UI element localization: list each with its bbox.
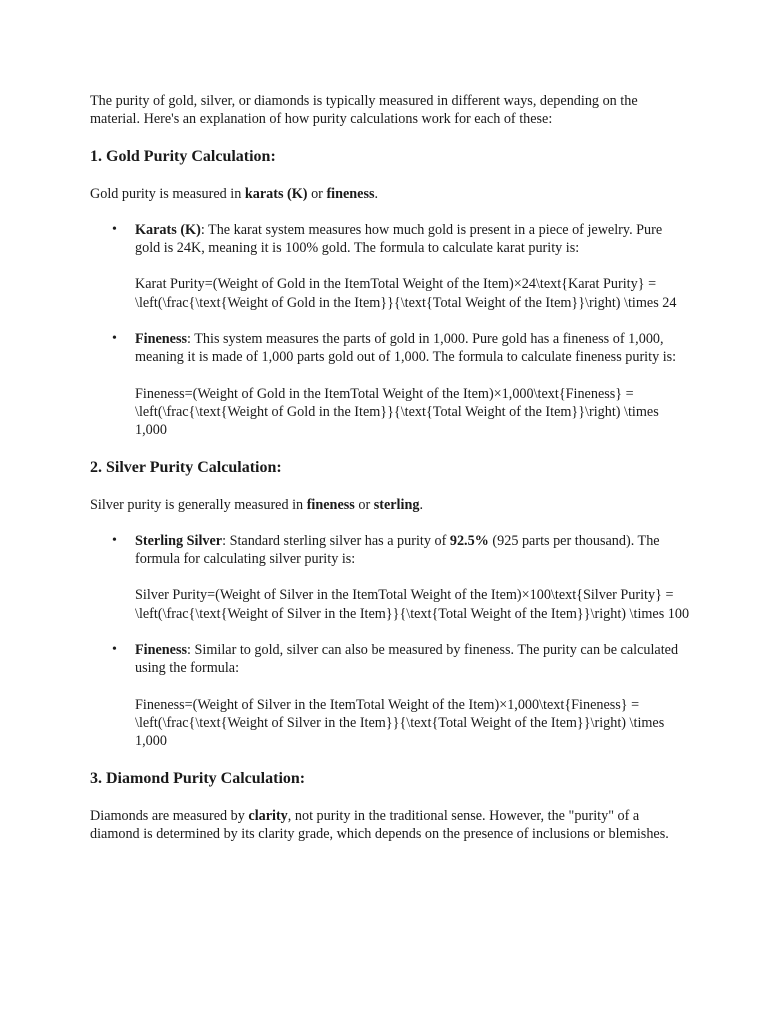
list-item-text [135, 330, 690, 367]
list-item-description-end: (925 parts per thousand). The formula for calculating silver purity is: [135, 532, 660, 568]
formula: Fineness=(Weight of Silver in the ItemTotal Weight of the Item)×1,000\text{Fineness} = \left(\frac{\text{Weight of Silver in the Item}}{\text{Total Weight of the Item}}\right) \times 1,000 [135, 696, 665, 750]
silver-section [90, 458, 690, 751]
silver-heading: 2. Silver Purity Calculation: [90, 458, 282, 476]
list-item [90, 330, 690, 439]
gold-lead-term-fineness: fineness [326, 185, 375, 202]
gold-lead-or: or [307, 185, 327, 202]
diamond-section [90, 769, 690, 844]
list-item-term: Fineness [135, 331, 188, 348]
list-item-description: : Standard sterling silver has a purity of [222, 532, 450, 549]
gold-lead [90, 185, 690, 203]
list-item-emphasis: 92.5% [449, 532, 489, 549]
list-item-term: Karats (K) [135, 221, 201, 238]
formula: Silver Purity=(Weight of Silver in the ItemTotal Weight of the Item)×100\text{Silver Purity} = \left(\frac{\text{Weight of Silver in the Item}}{\text{Total Weight of the Item}}\right) \times 100 [135, 587, 690, 622]
bullet-icon: • [112, 642, 117, 658]
diamond-lead-term-clarity: clarity [248, 807, 288, 824]
bullet-icon: • [112, 331, 117, 347]
list-item-term: Sterling Silver [135, 532, 223, 549]
silver-lead-text: Silver purity is generally measured in [90, 496, 307, 513]
gold-list [90, 221, 690, 440]
gold-lead-end: . [374, 185, 379, 202]
diamond-lead [90, 807, 690, 844]
diamond-lead-end: , not purity in the traditional sense. However, the "purity" of a diamond is determined by its clarity grade, which depends on the presence of inclusions or blemishes. [90, 807, 669, 842]
bullet-icon: • [112, 532, 117, 548]
formula: Karat Purity=(Weight of Gold in the ItemTotal Weight of the Item)×24\text{Karat Purity} = \left(\frac{\text{Weight of Gold in the Item}}{\text{Total Weight of the Item}}\right) \times 24 [135, 276, 677, 311]
gold-section [90, 147, 690, 440]
silver-lead [90, 496, 690, 514]
diamond-lead-text: Diamonds are measured by [90, 807, 249, 824]
list-item-text [135, 641, 690, 678]
list-item-term: Fineness [135, 642, 188, 659]
diamond-heading: 3. Diamond Purity Calculation: [90, 769, 306, 787]
list-item-description: : This system measures the parts of gold in 1,000. Pure gold has a fineness of 1,000, meaning it is made of 1,000 parts gold out of 1,000. The formula to calculate fineness purity is: [135, 331, 677, 366]
gold-heading: 1. Gold Purity Calculation: [90, 147, 276, 165]
list-item-description: : Similar to gold, silver can also be measured by fineness. The purity can be calculated using the formula: [135, 642, 679, 677]
gold-lead-term-karats: karats (K) [244, 185, 308, 202]
list-item-text [135, 532, 690, 569]
silver-list [90, 532, 690, 751]
list-item [90, 532, 690, 623]
silver-lead-term-fineness: fineness [306, 496, 355, 513]
list-item-text [135, 221, 690, 258]
silver-lead-end: . [419, 496, 423, 513]
bullet-icon: • [112, 221, 117, 237]
document-page [90, 92, 690, 861]
gold-lead-text: Gold purity is measured in [90, 185, 245, 202]
silver-lead-or: or [354, 496, 374, 513]
list-item [90, 221, 690, 312]
list-item [90, 641, 690, 750]
intro-paragraph: The purity of gold, silver, or diamonds is typically measured in different ways, depending on the material. Here's an explanation of how purity calculations work for each of these: [90, 93, 638, 128]
list-item-description: : The karat system measures how much gold is present in a piece of jewelry. Pure gold is 24K, meaning it is 100% gold. The formula to calculate karat purity is: [135, 221, 663, 257]
formula: Fineness=(Weight of Gold in the ItemTotal Weight of the Item)×1,000\text{Fineness} = \left(\frac{\text{Weight of Gold in the Item}}{\text{Total Weight of the Item}}\right) \times 1,000 [135, 385, 659, 439]
silver-lead-term-sterling: sterling [373, 496, 420, 513]
